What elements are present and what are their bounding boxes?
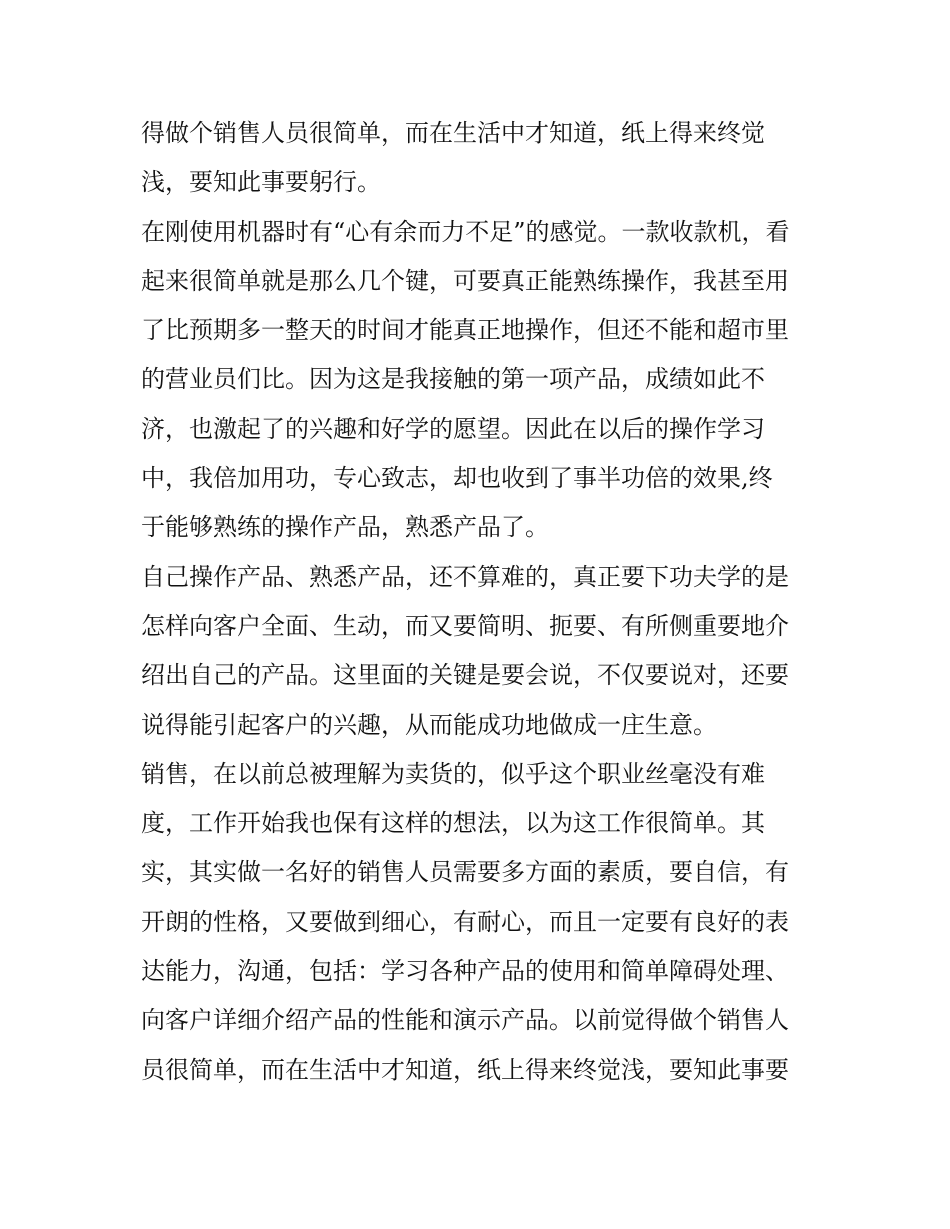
text-line-6: 的营业员们比。因为这是我接触的第一项产品，成绩如此不 [141, 365, 765, 394]
text-line-1: 得做个销售人员很简单，而在生活中才知道，纸上得来终觉 [141, 119, 765, 147]
body-text [141, 109, 816, 1095]
text-line-20: 员很简单，而在生活中才知道，纸上得来终觉浅，要知此事要 [141, 1055, 789, 1084]
text-line-3: 在刚使用机器时有“心有余而力不足”的感觉。一款收款机，看 [141, 217, 790, 246]
text-line-9: 于能够熟练的操作产品，熟悉产品了。 [141, 513, 549, 542]
text-line-10: 自己操作产品、熟悉产品，还不算难的，真正要下功夫学的是 [141, 562, 789, 591]
text-line-4: 起来很简单就是那么几个键，可要真正能熟练操作，我甚至用 [141, 266, 789, 295]
text-line-14: 销售，在以前总被理解为卖货的，似乎这个职业丝毫没有难 [141, 759, 765, 788]
text-line-16: 实，其实做一名好的销售人员需要多方面的素质，要自信，有 [141, 858, 789, 887]
text-line-15: 度，工作开始我也保有这样的想法，以为这工作很简单。其 [141, 809, 765, 838]
text-line-8: 中，我倍加用功，专心致志，却也收到了事半功倍的效果,终 [141, 464, 773, 493]
text-line-17: 开朗的性格，又要做到细心，有耐心，而且一定要有良好的表 [141, 907, 789, 936]
text-line-13: 说得能引起客户的兴趣，从而能成功地做成一庄生意。 [141, 710, 717, 739]
text-line-19: 向客户详细介绍产品的性能和演示产品。以前觉得做个销售人 [141, 1006, 789, 1035]
text-line-7: 济，也激起了的兴趣和好学的愿望。因此在以后的操作学习 [141, 414, 765, 443]
text-line-12: 绍出自己的产品。这里面的关键是要会说，不仅要说对，还要 [141, 661, 789, 690]
text-line-11: 怎样向客户全面、生动，而又要简明、扼要、有所侧重要地介 [141, 611, 789, 640]
text-line-5: 了比预期多一整天的时间才能真正地操作，但还不能和超市里 [141, 316, 789, 345]
text-line-18: 达能力，沟通，包括：学习各种产品的使用和简单障碍处理、 [141, 957, 789, 986]
text-line-2: 浅，要知此事要躬行。 [141, 168, 381, 197]
